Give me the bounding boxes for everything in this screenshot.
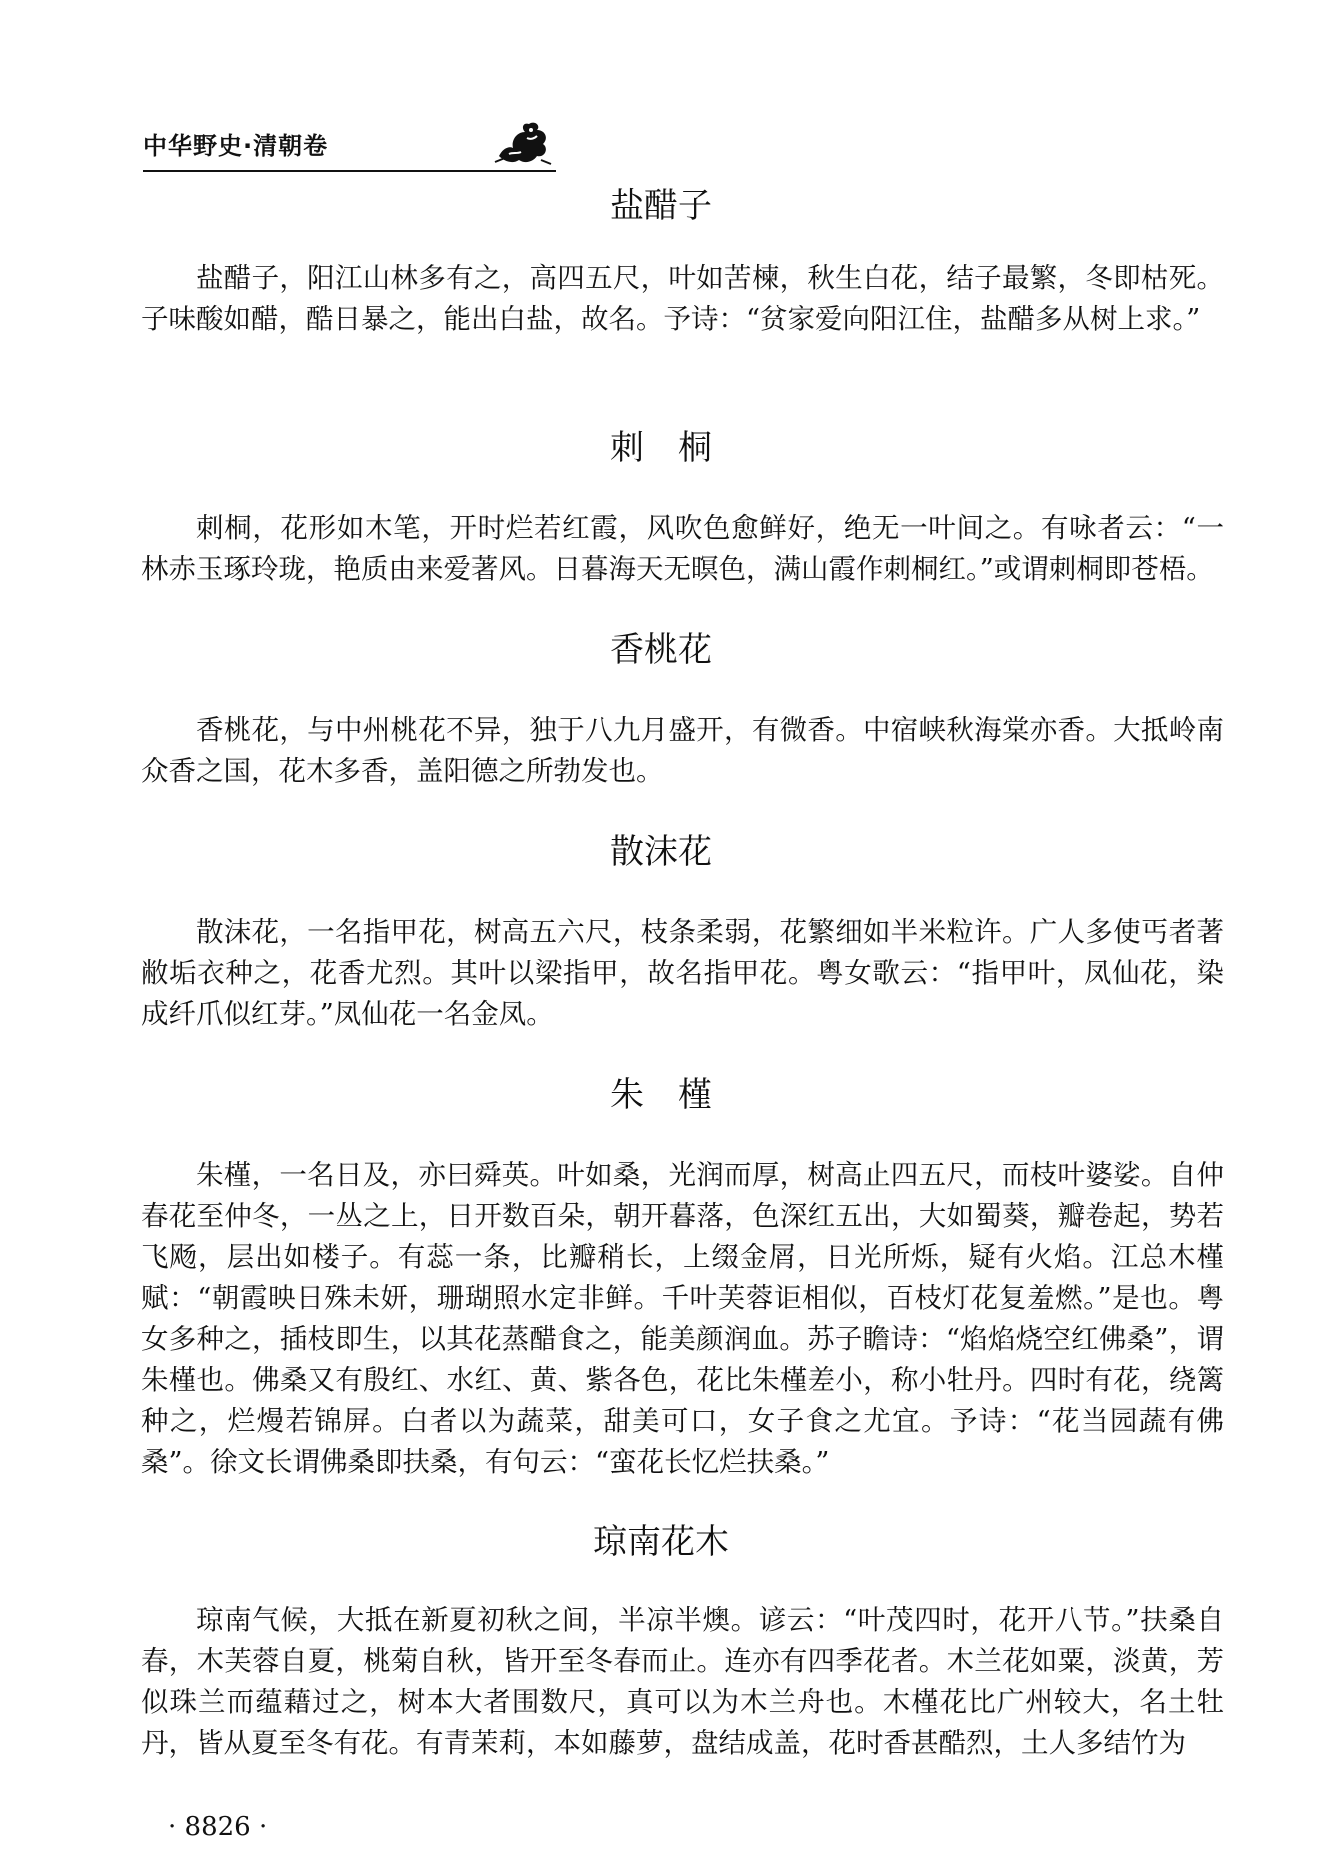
page-number: · 8826 · <box>168 1812 268 1842</box>
section-title: 散沫花 <box>610 832 712 872</box>
section-title: 琼南花木 <box>593 1522 729 1562</box>
dragon-emblem-icon <box>491 118 553 168</box>
section-paragraph: 盐醋子，阳江山林多有之，高四五尺，叶如苦楝，秋生白花，结子最繁，冬即枯死。子味酸如醋，酷日暴之，能出白盐，故名。予诗：“贫家爱向阳江住，盐醋多从树上求。” <box>141 262 1224 335</box>
page-header <box>143 118 556 172</box>
section-title: 香桃花 <box>610 630 712 670</box>
book-title: 中华野史·清朝卷 <box>143 132 329 160</box>
section-paragraph: 琼南气候，大抵在新夏初秋之间，半凉半燠。谚云：“叶茂四时，花开八节。”扶桑自春，木芙蓉自夏，桃菊自秋，皆开至冬春而止。连亦有四季花者。木兰花如粟，淡黄，芳似珠兰而蕴藉过之，树本大者围数尺，真可以为木兰舟也。木槿花比广州较大，名土牡丹，皆从夏至冬有花。有青茉莉，本如藤萝，盘结成盖，花时香甚酷烈，土人多结竹为 <box>141 1604 1224 1759</box>
section-paragraph: 朱槿，一名日及，亦曰舜英。叶如桑，光润而厚，树高止四五尺，而枝叶婆娑。自仲春花至仲冬，一丛之上，日开数百朵，朝开暮落，色深红五出，大如蜀葵，瓣卷起，势若飞飏，层出如楼子。有蕊一条，比瓣稍长，上缀金屑，日光所烁，疑有火焰。江总木槿赋：“朝霞映日殊未妍，珊瑚照水定非鲜。千叶芙蓉讵相似，百枝灯花复羞燃。”是也。粤女多种之，插枝即生，以其花蒸醋食之，能美颜润血。苏子瞻诗：“焰焰烧空红佛桑”，谓朱槿也。佛桑又有殷红、水红、黄、紫各色，花比朱槿差小，称小牡丹。四时有花，绕篱种之，烂熳若锦屏。白者以为蔬菜，甜美可口，女子食之尤宜。予诗：“花当园蔬有佛桑”。徐文长谓佛桑即扶桑，有句云：“蛮花长忆烂扶桑。” <box>141 1159 1224 1478</box>
section-paragraph: 散沫花，一名指甲花，树高五六尺，枝条柔弱，花繁细如半米粒许。广人多使丐者著敝垢衣种之，花香尤烈。其叶以梁指甲，故名指甲花。粤女歌云：“指甲叶，凤仙花，染成纤爪似红芽。”凤仙花一名金凤。 <box>141 916 1224 1030</box>
section-title: 朱 槿 <box>610 1075 712 1115</box>
section-title: 盐醋子 <box>610 186 712 226</box>
section-paragraph: 刺桐，花形如木笔，开时烂若红霞，风吹色愈鲜好，绝无一叶间之。有咏者云：“一林赤玉琢玲珑，艳质由来爱著风。日暮海天无暝色，满山霞作刺桐红。”或谓刺桐即苍梧。 <box>141 512 1224 585</box>
section-paragraph: 香桃花，与中州桃花不异，独于八九月盛开，有微香。中宿峡秋海棠亦香。大抵岭南众香之国，花木多香，盖阳德之所勃发也。 <box>141 714 1224 787</box>
section-title: 刺 桐 <box>610 428 712 468</box>
